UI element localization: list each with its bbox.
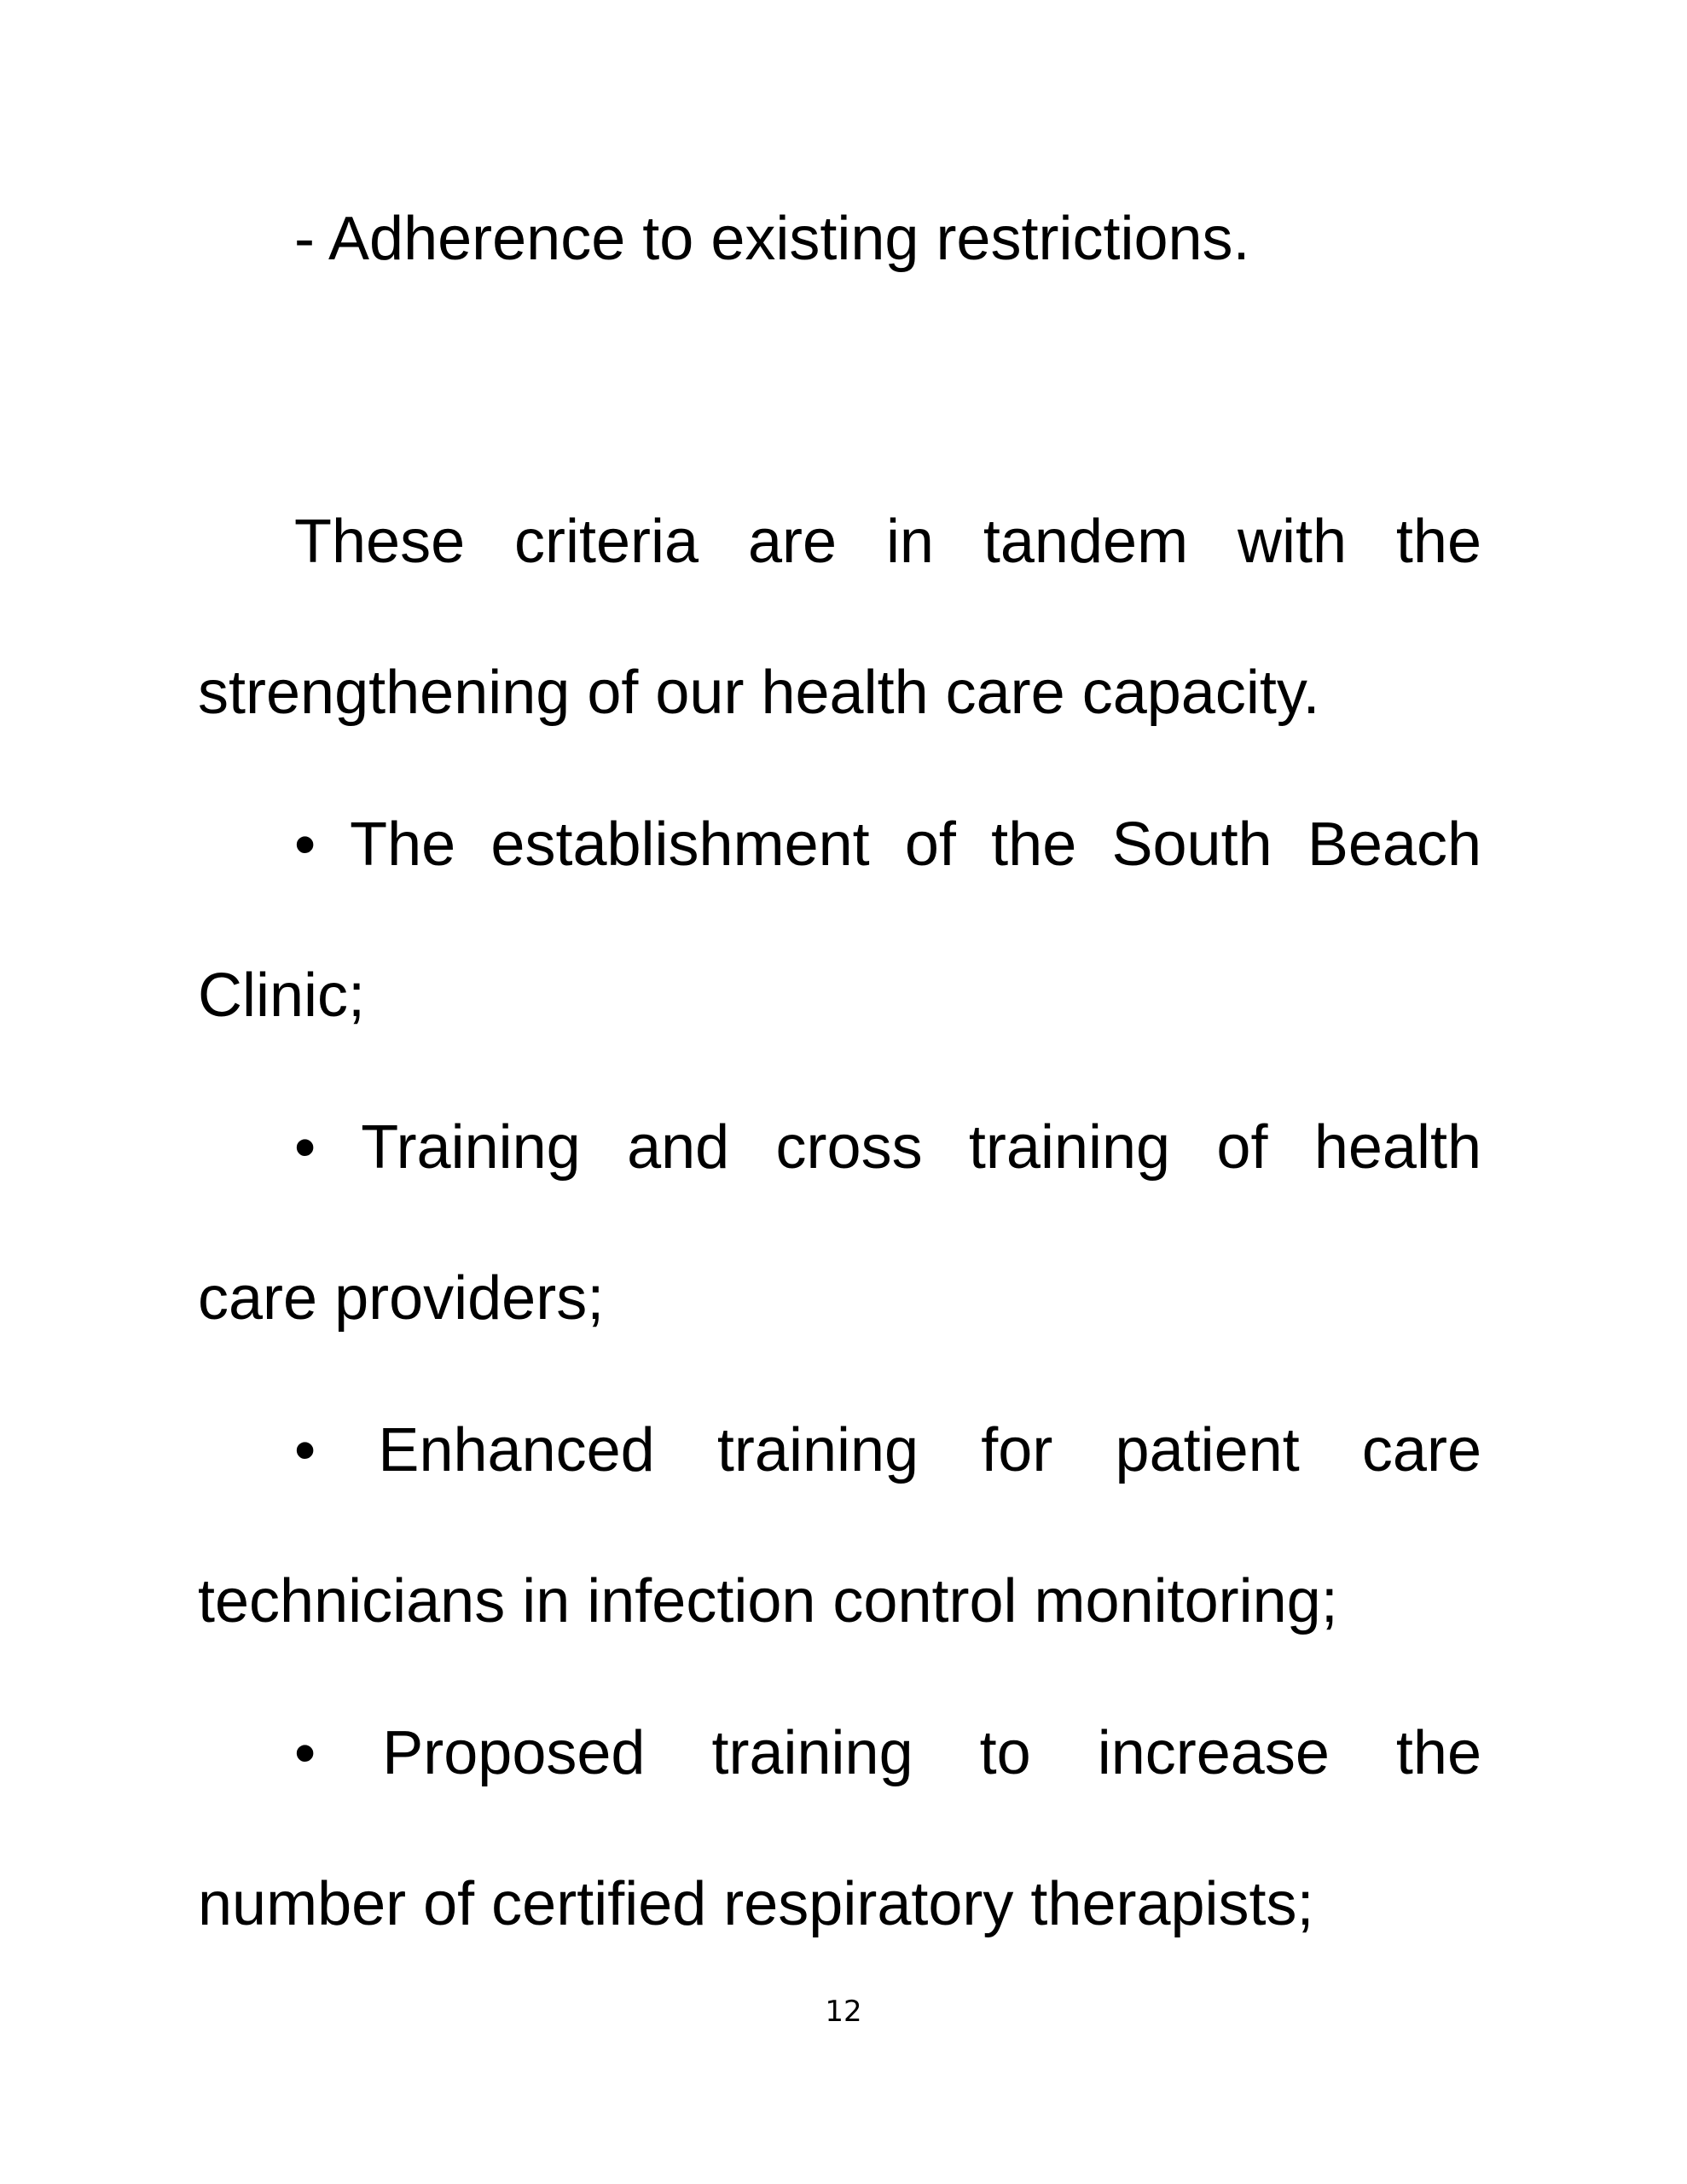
- dash-list-item: - Adherence to existing restrictions.: [294, 205, 1250, 273]
- bullet-item: • Proposed training to increase the: [294, 1719, 1481, 1787]
- bullet-item-continuation: technicians in infection control monitoring;: [198, 1567, 1338, 1635]
- bullet-item-continuation: number of certified respiratory therapists;: [198, 1870, 1314, 1938]
- bullet-item-continuation: Clinic;: [198, 961, 366, 1030]
- bullet-item: • Training and cross training of health: [294, 1113, 1481, 1182]
- paragraph-line: These criteria are in tandem with the: [294, 508, 1481, 576]
- bullet-item: • The establishment of the South Beach: [294, 810, 1481, 879]
- bullet-item-continuation: care providers;: [198, 1264, 605, 1333]
- bullet-item: • Enhanced training for patient care: [294, 1416, 1481, 1484]
- page-number: 12: [825, 1995, 862, 2029]
- paragraph-line: strengthening of our health care capacity.: [198, 659, 1320, 727]
